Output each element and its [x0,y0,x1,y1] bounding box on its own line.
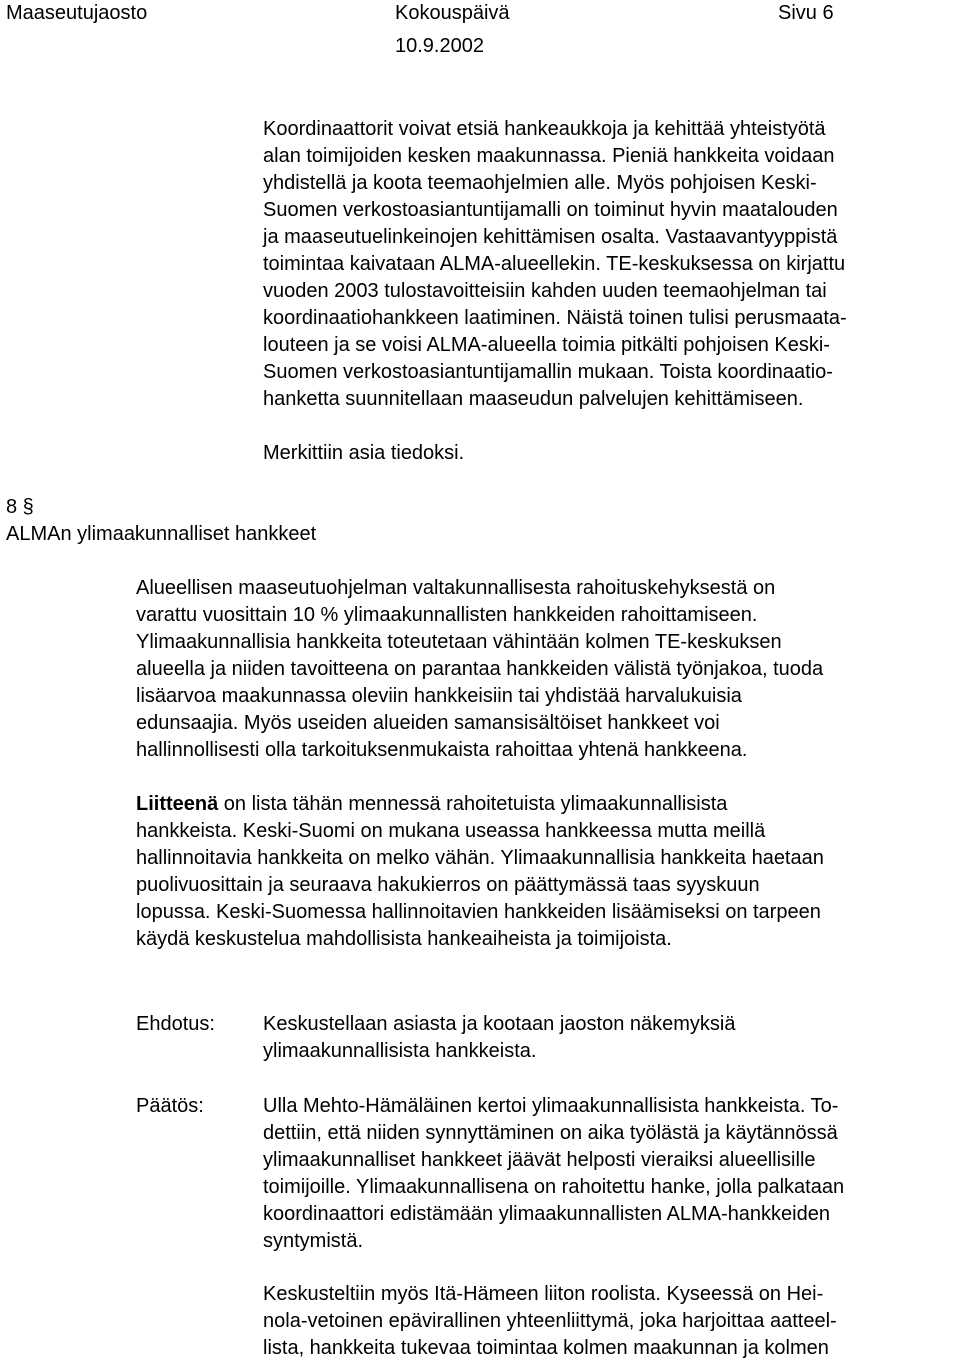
decision-label: Päätös: [136,1095,204,1117]
text-line: hallinnollisesti olla tarkoituksenmukaista rahoittaa yhtenä hankkeena. [136,739,748,761]
text-line: hankkeista. Keski-Suomi on mukana useassa hankkeessa mutta meillä [136,820,766,842]
text-line: hallinnoitavia hankkeita on melko vähän. Ylimaakunnallisia hankkeita haetaan [136,847,824,869]
proposal-label: Ehdotus: [136,1013,215,1035]
text-line: puolivuosittain ja seuraava hakukierros on päättymässä taas syyskuun [136,874,760,896]
text-span: on lista tähän mennessä rahoitetuista ylimaakunnallisista [218,793,728,815]
text-line: toimijoille. Ylimaakunnallisena on rahoitettu hanke, jolla palkataan [263,1176,845,1198]
text-line: Suomen verkostoasiantuntijamallin mukaan. Toista koordinaatio- [263,361,833,383]
header-committee: Maaseutujaosto [6,2,148,24]
text-line [136,794,727,814]
text-line: syntymistä. [263,1230,364,1252]
text-line: Koordinaattorit voivat etsiä hankeaukkoja ja kehittää yhteistyötä [263,118,826,140]
text-line: toimintaa kaivataan ALMA-alueellekin. TE-keskuksessa on kirjattu [263,253,846,275]
decision-note: Merkittiin asia tiedoksi. [263,442,465,464]
text-line: ja maaseutuelinkeinojen kehittämisen osalta. Vastaavantyyppistä [263,226,838,248]
section-title: ALMAn ylimaakunnalliset hankkeet [6,523,317,545]
text-line: nola-vetoinen epävirallinen yhteenliittymä, joka harjoittaa aatteel- [263,1310,837,1332]
text-line: varattu vuosittain 10 % ylimaakunnallisten hankkeiden rahoittamiseen. [136,604,758,626]
text-line: yhdistellä ja koota teemaohjelmien alle. Myös pohjoisen Keski- [263,172,817,194]
text-line: hanketta suunnitellaan maaseudun palvelujen kehittämiseen. [263,388,804,410]
text-line: vuoden 2003 tulostavoitteisiin kahden uuden teemaohjelman tai [263,280,827,302]
section-number: 8 § [6,496,34,518]
text-line: Keskustellaan asiasta ja kootaan jaoston näkemyksiä [263,1013,736,1035]
header-meeting-date-label: Kokouspäivä [395,2,510,24]
header-page-number: Sivu 6 [778,2,834,24]
text-line: Ylimaakunnallisia hankkeita toteutetaan vähintään kolmen TE-keskuksen [136,631,782,653]
text-line: käydä keskustelua mahdollisista hankeaiheista ja toimijoista. [136,928,672,950]
attachment-label: Liitteenä [136,793,219,815]
text-line: ylimaakunnalliset hankkeet jäävät helposti vieraiksi alueellisille [263,1149,816,1171]
text-line: Alueellisen maaseutuohjelman valtakunnallisesta rahoituskehyksestä on [136,577,776,599]
text-line: Ulla Mehto-Hämäläinen kertoi ylimaakunnallisista hankkeista. To- [263,1095,839,1117]
text-line: lopussa. Keski-Suomessa hallinnoitavien hankkeiden lisäämiseksi on tarpeen [136,901,821,923]
text-line: ylimaakunnallisista hankkeista. [263,1040,537,1062]
text-line: koordinaatiohankkeen laatiminen. Näistä toinen tulisi perusmaata- [263,307,847,329]
text-line: dettiin, että niiden synnyttäminen on aika työlästä ja käytännössä [263,1122,838,1144]
text-line: louteen ja se voisi ALMA-alueella toimia pitkälti pohjoisen Keski- [263,334,830,356]
text-line: Keskusteltiin myös Itä-Hämeen liiton roolista. Kyseessä on Hei- [263,1283,824,1305]
header-date: 10.9.2002 [395,35,484,57]
text-line: koordinaattori edistämään ylimaakunnallisten ALMA-hankkeiden [263,1203,830,1225]
text-line: Suomen verkostoasiantuntijamalli on toiminut hyvin maatalouden [263,199,838,221]
text-line: alueella ja niiden tavoitteena on parantaa hankkeiden välistä työnjakoa, tuoda [136,658,824,680]
text-line: edunsaajia. Myös useiden alueiden samansisältöiset hankkeet voi [136,712,720,734]
text-line: alan toimijoiden kesken maakunnassa. Pieniä hankkeita voidaan [263,145,835,167]
text-line: lista, hankkeita tukevaa toimintaa kolmen maakunnan ja kolmen [263,1337,829,1359]
text-line: lisäarvoa maakunnassa oleviin hankkeisiin tai yhdistää harvalukuisia [136,685,742,707]
